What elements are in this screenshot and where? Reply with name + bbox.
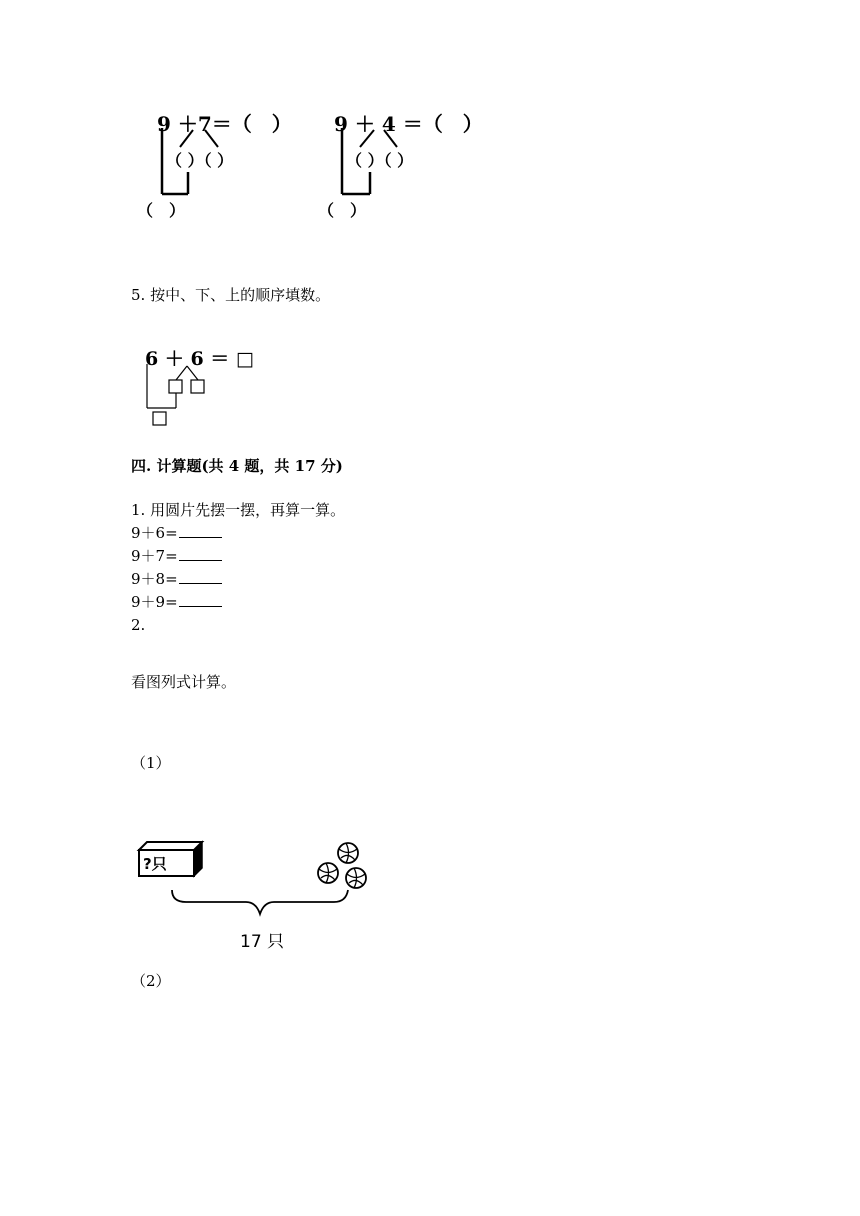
calc-line-3: 9＋8= (131, 568, 222, 591)
equation-q5: 6 ＋ 6 ＝ □ (145, 348, 254, 370)
answer-blank-3[interactable] (179, 568, 222, 584)
ball-icon (318, 863, 338, 883)
sub-question-1-label: （1） (131, 754, 171, 772)
box-label: ?只 (143, 855, 167, 873)
split-parens-left: （ ）（ ） (166, 151, 234, 170)
calc-line-1: 9＋6= (131, 522, 222, 545)
calc-line-2: 9＋7= (131, 545, 222, 568)
total-label: 17 只 (240, 932, 285, 952)
answer-blank-1[interactable] (179, 522, 222, 538)
sub-question-2-label: （2） (131, 972, 171, 990)
result-paren-left: （ ） (137, 201, 186, 220)
calc-line-4: 9＋9= (131, 591, 222, 614)
split-parens-right: （ ）（ ） (346, 151, 414, 170)
ball-icon (338, 843, 358, 863)
equation-left: 9 ＋7＝（ ） (157, 112, 292, 136)
answer-blank-2[interactable] (179, 545, 222, 561)
question-2-text: 看图列式计算。 (131, 673, 237, 691)
equation-right: 9 ＋ 4 ＝（ ） (334, 112, 483, 136)
ball-icon (346, 868, 366, 888)
answer-blank-4[interactable] (179, 591, 222, 607)
section-4-title: 四. 计算题(共 4 题，共 17 分) (131, 457, 343, 475)
question-5-text: 5. 按中、下、上的顺序填数。 (131, 286, 331, 304)
question-1-text: 1. 用圆片先摆一摆，再算一算。 (131, 501, 346, 519)
brace-icon (0, 0, 1, 1)
result-paren-right: （ ） (318, 201, 367, 220)
question-2-number: 2. (131, 616, 146, 634)
